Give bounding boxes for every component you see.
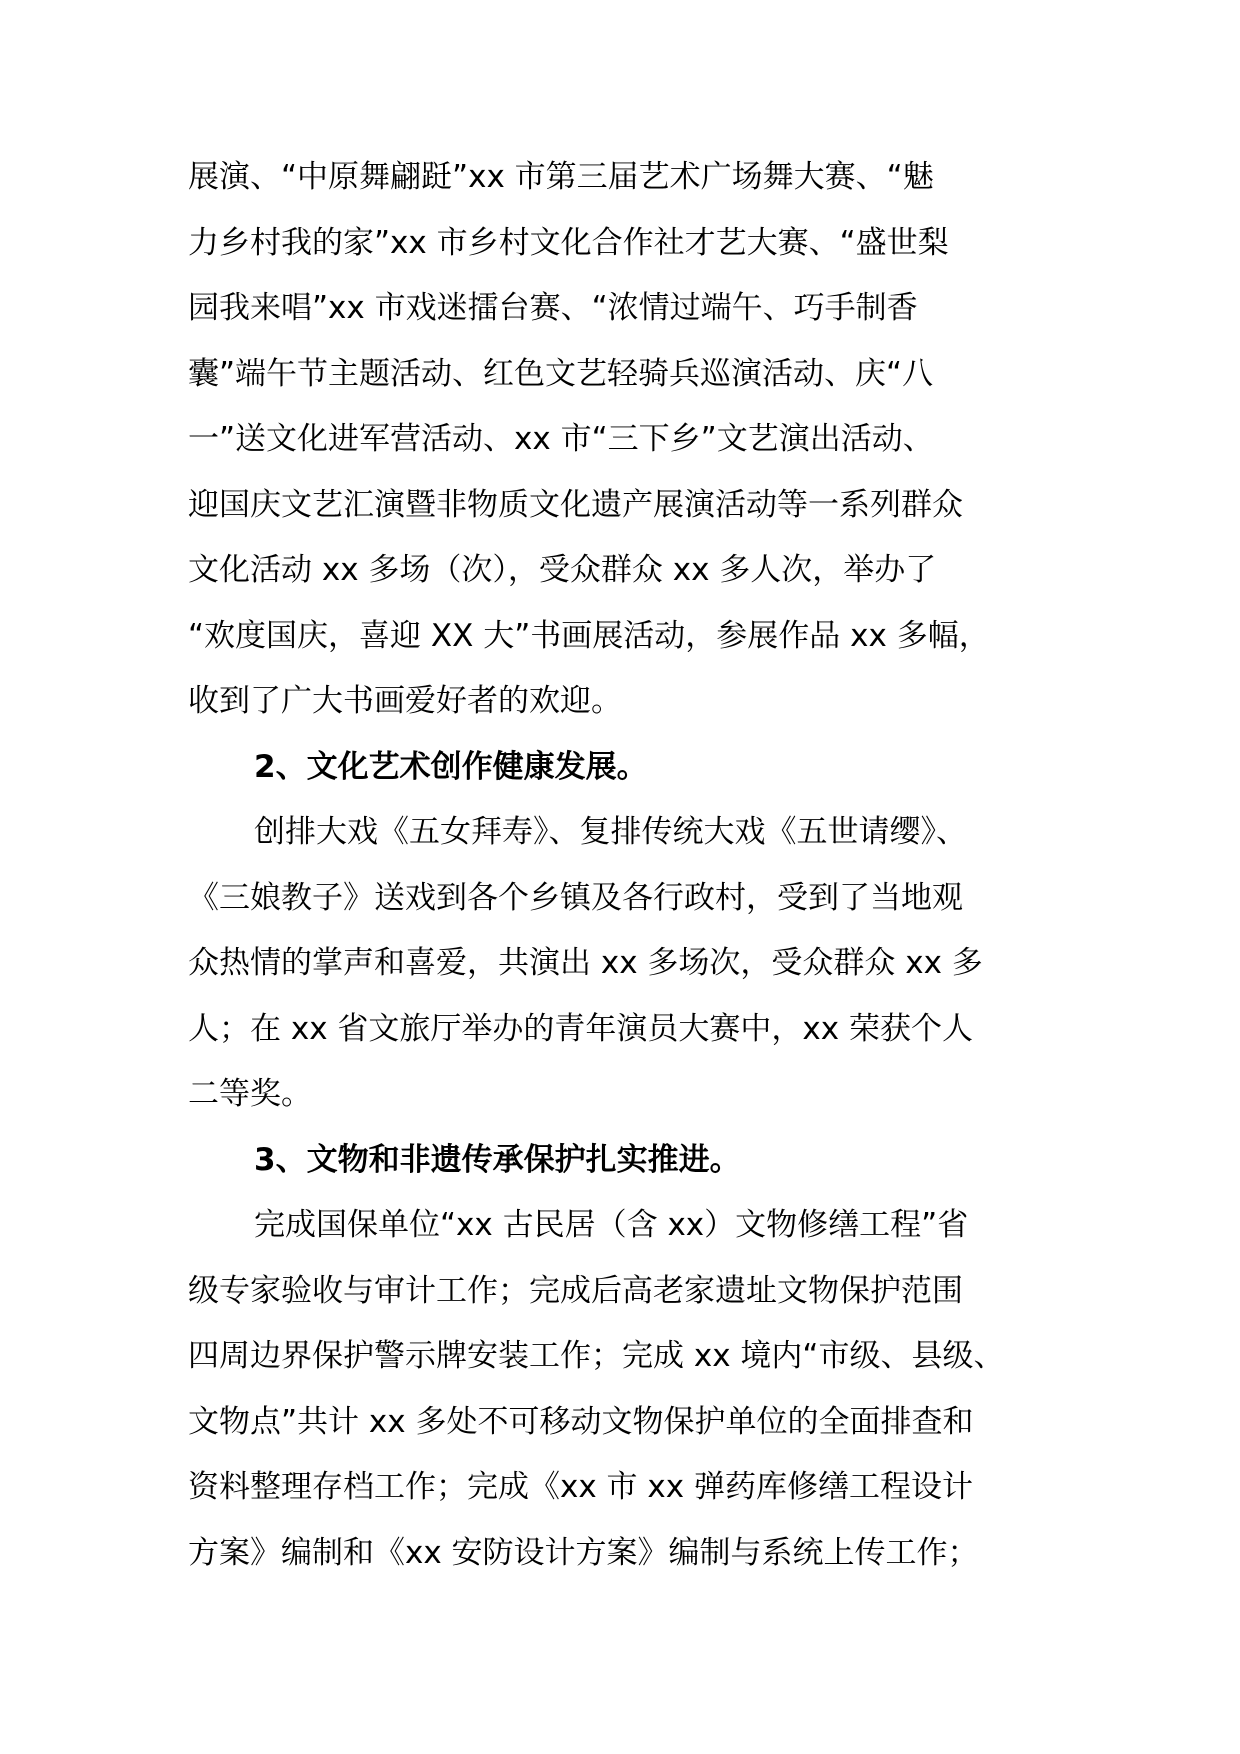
body-text-line: 资料整理存档工作；完成《xx 市 xx 弹药库修缮工程设计 — [188, 1469, 973, 1505]
body-text-line: 园我来唱”xx 市戏迷擂台赛、“浓情过端午、巧手制香 — [188, 290, 918, 326]
body-text-line: 迎国庆文艺汇演暨非物质文化遗产展演活动等一系列群众 — [188, 486, 963, 523]
body-text-line: 收到了广大书画爱好者的欢迎。 — [188, 683, 622, 719]
body-text-line: 囊”端午节主题活动、红色文艺轻骑兵巡演活动、庆“八 — [188, 355, 934, 392]
body-text-line: 人；在 xx 省文旅厅举办的青年演员大赛中，xx 荣获个人 — [188, 1010, 973, 1047]
section-heading: 3、文物和非遗传承保护扎实推进。 — [254, 1141, 741, 1178]
body-text-line: 级专家验收与审计工作；完成后高老家遗址文物保护范围 — [188, 1272, 963, 1309]
body-text-line: 文化活动 xx 多场（次），受众群众 xx 多人次，举办了 — [188, 552, 937, 588]
body-text-line: 展演、“中原舞翩跹”xx 市第三届艺术广场舞大赛、“魅 — [188, 159, 934, 195]
paragraph-first-line: 创排大戏《五女拜寿》、复排传统大戏《五世请缨》、 — [254, 814, 967, 850]
body-text-line: 一”送文化进军营活动、xx 市“三下乡”文艺演出活动、 — [188, 421, 934, 457]
body-text-line: 文物点”共计 xx 多处不可移动文物保护单位的全面排查和 — [188, 1403, 974, 1440]
document-page — [188, 145, 1094, 1586]
body-text-line: 方案》编制和《xx 安防设计方案》编制与系统上传工作； — [188, 1534, 979, 1571]
body-text-line: “欢度国庆，喜迎 XX 大”书画展活动，参展作品 xx 多幅， — [188, 617, 990, 654]
body-text-line: 《三娘教子》送戏到各个乡镇及各行政村，受到了当地观 — [188, 879, 963, 916]
section-heading: 2、文化艺术创作健康发展。 — [254, 748, 648, 785]
body-text-line: 四周边界保护警示牌安装工作；完成 xx 境内“市级、县级、 — [188, 1338, 1005, 1374]
body-text-line: 二等奖。 — [188, 1076, 312, 1112]
body-text-line: 力乡村我的家”xx 市乡村文化合作社才艺大赛、“盛世梨 — [188, 224, 949, 261]
body-text-line: 众热情的掌声和喜爱，共演出 xx 多场次，受众群众 xx 多 — [188, 945, 983, 981]
paragraph-first-line: 完成国保单位“xx 古民居（含 xx）文物修缮工程”省 — [254, 1207, 969, 1243]
